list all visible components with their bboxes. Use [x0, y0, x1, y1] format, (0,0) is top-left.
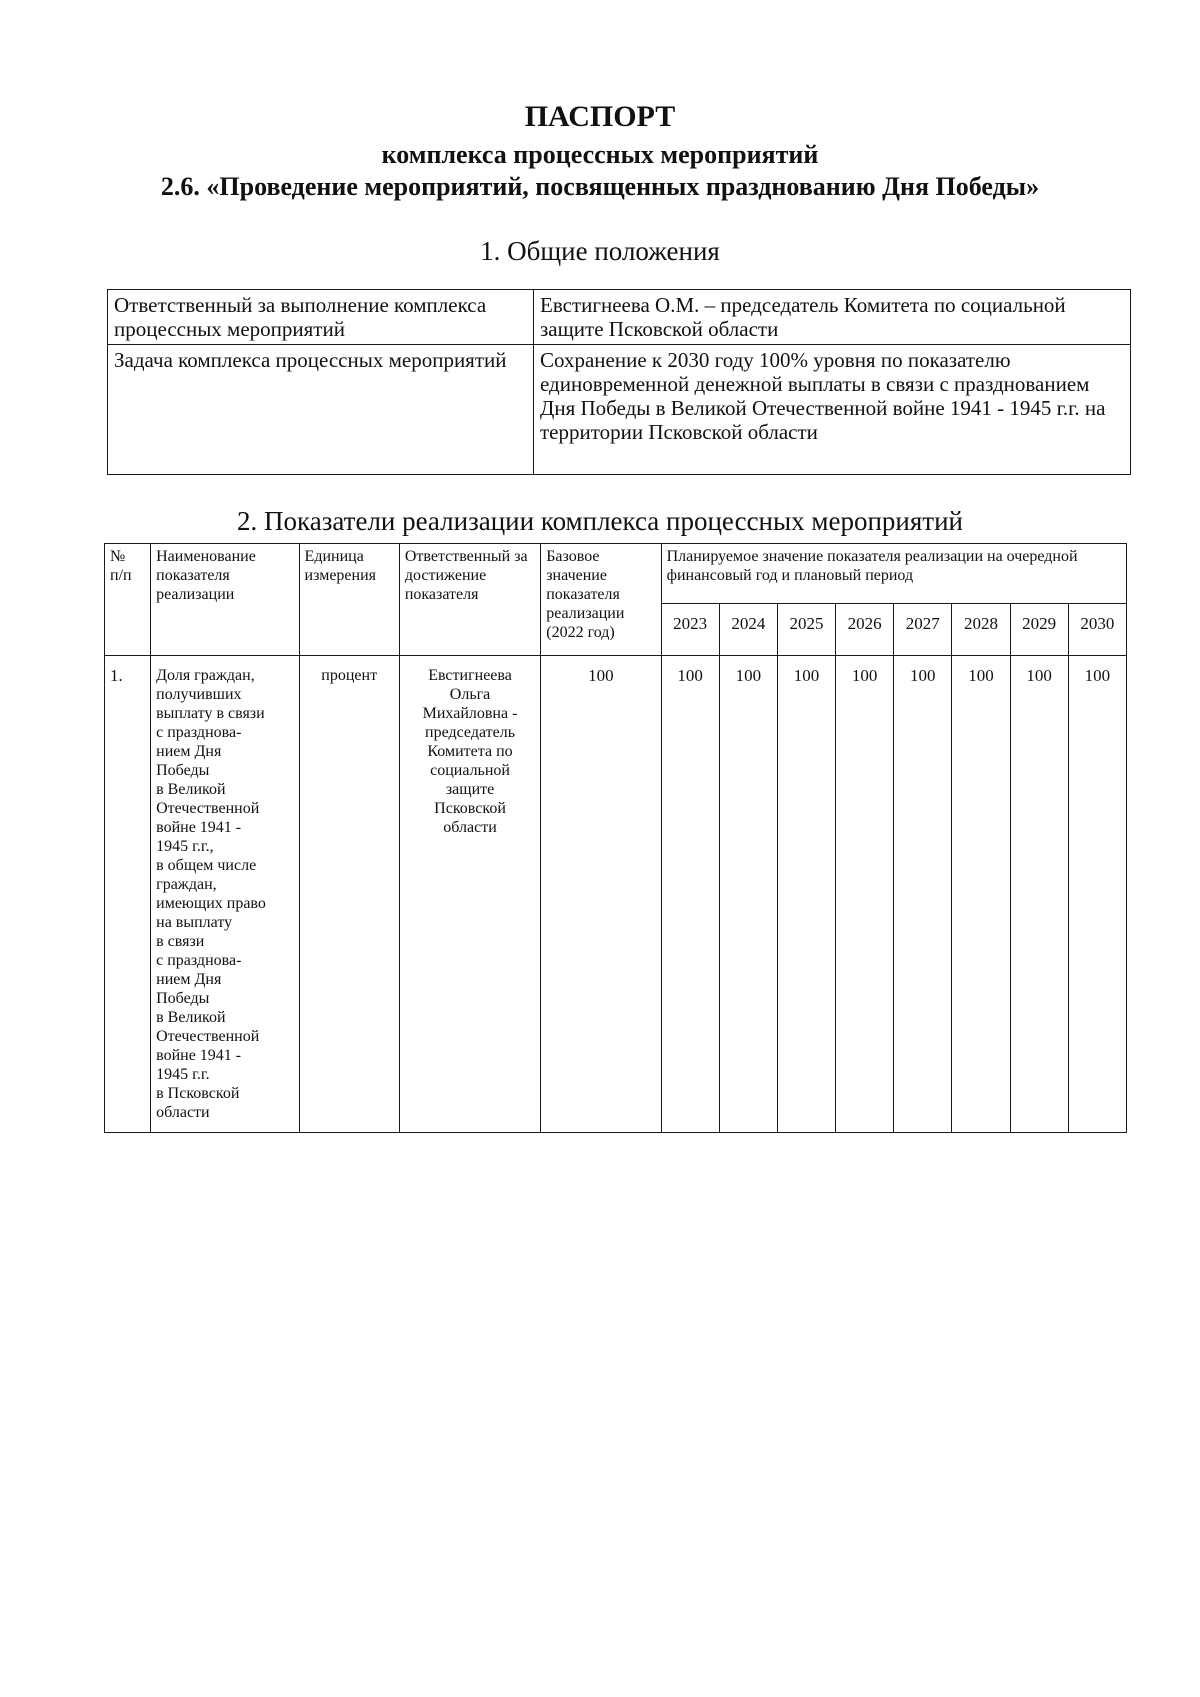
program-title: 2.6. «Проведение мероприятий, посвященных празднованию Дня Победы» [160, 172, 1040, 201]
row-year-value: 100 [1010, 656, 1068, 1133]
responsible-label: Ответственный за выполнение комплекса процессных мероприятий [108, 290, 534, 345]
header-year: 2026 [836, 604, 894, 656]
table-row [108, 345, 1131, 475]
section-general-title: 1. Общие положения [480, 236, 720, 266]
general-provisions-table [107, 289, 1131, 475]
responsible-value: Евстигнеева О.М. – председатель Комитета по социальной защите Псковской области [534, 290, 1131, 345]
header-num: № п/п [105, 544, 151, 656]
header-year: 2030 [1068, 604, 1126, 656]
row-year-value: 100 [836, 656, 894, 1133]
header-responsible: Ответственный за достижение показателя [399, 544, 540, 656]
header-base: Базовое значение показателя реализации (2022 год) [541, 544, 661, 656]
header-year: 2023 [661, 604, 719, 656]
task-label: Задача комплекса процессных мероприятий [108, 345, 534, 475]
header-year: 2025 [777, 604, 835, 656]
document-title: ПАСПОРТ [524, 100, 676, 133]
document-subtitle: комплекса процессных мероприятий [381, 140, 819, 169]
indicators-table [104, 543, 1127, 1133]
row-indicator-name: Доля граждан, получивших выплату в связи с празднова- нием Дня Победы в Великой Отечественной войне 1941 - 1945 г.г., в общем числе граждан, имеющих право на выплату в связи с празднова- нием Дня Победы в Великой Отечественной войне 1941 - 1945 г.г. в Псковской области [151, 656, 299, 1133]
header-planned: Планируемое значение показателя реализации на очередной финансовый год и плановый период [661, 544, 1126, 604]
row-unit: процент [299, 656, 399, 1133]
header-year: 2028 [952, 604, 1010, 656]
row-num: 1. [105, 656, 151, 1133]
header-year: 2029 [1010, 604, 1068, 656]
table-header-row [105, 544, 1127, 604]
row-year-value: 100 [719, 656, 777, 1133]
task-value: Сохранение к 2030 году 100% уровня по показателю единовременной денежной выплаты в связи с празднованием Дня Победы в Великой Отечественной войне 1941 - 1945 г.г. на территории Псковской области [534, 345, 1131, 475]
row-responsible: Евстигнеева Ольга Михайловна - председатель Комитета по социальной защите Псковской области [399, 656, 540, 1133]
section-indicators-title: 2. Показатели реализации комплекса процессных мероприятий [237, 506, 963, 536]
header-unit: Единица измерения [299, 544, 399, 656]
row-year-value: 100 [894, 656, 952, 1133]
row-year-value: 100 [661, 656, 719, 1133]
row-year-value: 100 [777, 656, 835, 1133]
header-name: Наименование показателя реализации [151, 544, 299, 656]
row-year-value: 100 [952, 656, 1010, 1133]
row-year-value: 100 [1068, 656, 1126, 1133]
row-base-value: 100 [541, 656, 661, 1133]
header-year: 2024 [719, 604, 777, 656]
header-year: 2027 [894, 604, 952, 656]
table-row [105, 656, 1127, 1133]
table-row [108, 290, 1131, 345]
